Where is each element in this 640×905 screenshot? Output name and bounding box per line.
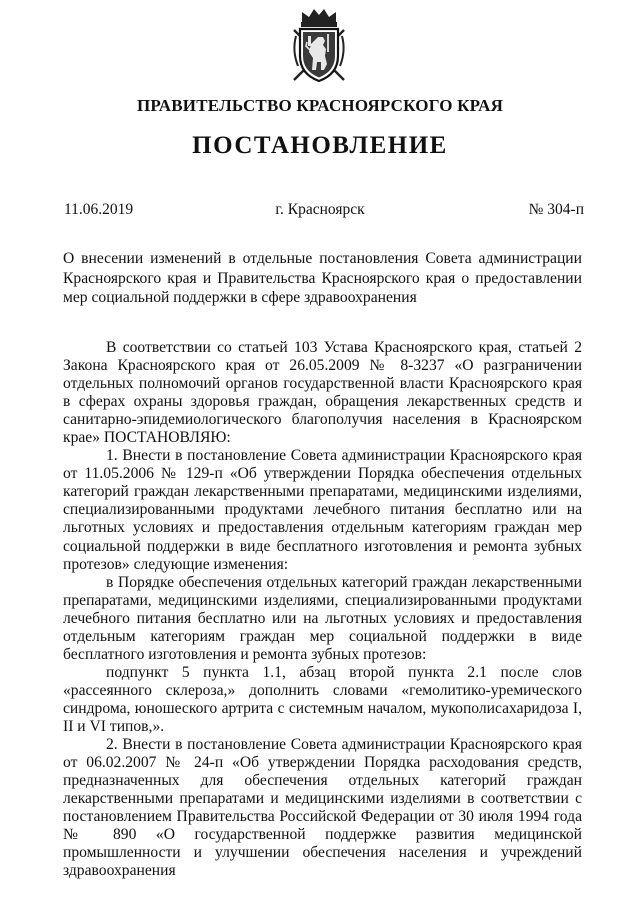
document-city: г. Красноярск [275,201,365,218]
paragraph-item-1-subpoint: подпункт 5 пункта 1.1, абзац второй пункта 2.1 после слов «рассеянного склероза,» дополнить словами «гемолитико-уремического синдрома, юношеского артрита с системным началом, мукополисахаридоза I, II и VI типов,». [63,663,582,735]
paragraph-item-1-order: в Порядке обеспечения отдельных категорий граждан лекарственными препаратами, медицинскими изделиями, специализированными продуктами лечебного питания бесплатно или на льготных условиях и предоставления отдельным категориям граждан мер социальной поддержки в виде бесплатного изготовления и ремонта зубных протезов: [63,573,582,663]
document-date: 11.06.2019 [64,201,134,218]
paragraph-item-1: 1. Внести в постановление Совета администрации Красноярского края от 11.05.2006 № 129-п «Об утверждении Порядка обеспечения отдельных категорий граждан лекарственными препаратами, медицинскими изделиями, специализированными продуктами лечебного питания бесплатно или на льготных условиях и предоставления отдельным категориям граждан мер социальной поддержки в виде бесплатного изготовления и ремонта зубных протезов» следующие изменения: [63,447,582,573]
document-type-title: ПОСТАНОВЛЕНИЕ [192,132,448,159]
paragraph-preamble: В соответствии со статьей 103 Устава Красноярского края, статьей 2 Закона Красноярского края от 26.05.2009 № 8-3237 «О разграничении отдельных полномочий органов государственной власти Красноярского края в сферах охраны здоровья граждан, обращения лекарственных средств и санитарно-эпидемиологического благополучия населения в Красноярском крае» ПОСТАНОВЛЯЮ: [63,339,582,447]
document-number: № 304-п [528,201,584,218]
government-name: ПРАВИТЕЛЬСТВО КРАСНОЯРСКОГО КРАЯ [136,96,504,115]
krasnoyarsk-coat-of-arms-icon [288,6,350,84]
paragraph-item-2: 2. Внести в постановление Совета администрации Красноярского края от 06.02.2007 № 24-п «Об утверждении Порядка расходования средств, предназначенных для обеспечения отдельных категорий граждан лекарственными препаратами и медицинскими изделиями в соответствии с постановлением Правительства Российской Федерации от 30 июля 1994 года № 890 «О государственной поддержке развития медицинской промышленности и улучшении обеспечения населения и учреждений здравоохранения [63,736,582,880]
document-body [63,339,582,880]
document-subject: О внесении изменений в отдельные постановления Совета администрации Красноярского края и Правительства Красноярского края о предоставлении мер социальной поддержки в сфере здравоохранения [63,250,582,307]
